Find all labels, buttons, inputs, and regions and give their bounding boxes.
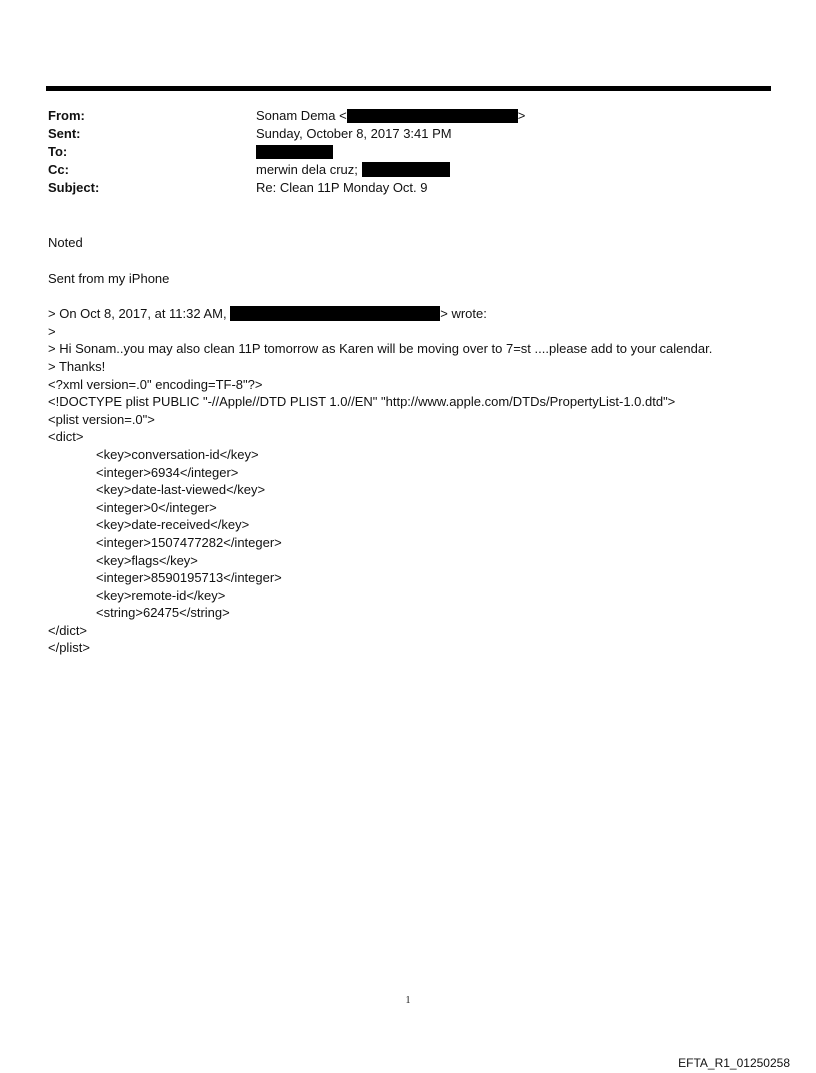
quote-message: > Hi Sonam..you may also clean 11P tomorrow as Karen will be moving over to 7=st ....please add to your calendar.: [48, 341, 713, 357]
from-value: [256, 107, 525, 125]
xml-dict-line: <key>conversation-id</key>: [96, 446, 259, 462]
bates-number: EFTA_R1_01250258: [678, 1056, 790, 1070]
cc-name: merwin dela cruz;: [256, 162, 358, 177]
xml-dict-line: <key>remote-id</key>: [96, 587, 226, 603]
xml-close-line: </plist>: [48, 640, 90, 656]
to-value: [256, 143, 333, 161]
sent-label: Sent:: [48, 126, 81, 141]
from-close: >: [517, 108, 526, 123]
cc-label: Cc:: [48, 162, 69, 177]
redaction-box: [362, 162, 450, 177]
redaction-box: [347, 109, 518, 123]
page-number: 1: [405, 995, 411, 1006]
body-signature: Sent from my iPhone: [48, 270, 170, 286]
xml-dict-line: <integer>0</integer>: [96, 499, 217, 515]
cc-value: [256, 161, 450, 179]
quote-prefix: > On Oct 8, 2017, at 11:32 AM,: [48, 306, 227, 322]
cc-row: [48, 161, 525, 179]
xml-line: <dict>: [48, 429, 84, 445]
quote-blank-line: >: [48, 323, 56, 339]
header-rule: [46, 86, 771, 91]
xml-close-line: </dict>: [48, 622, 88, 638]
quote-header: [48, 305, 712, 323]
body-noted: Noted: [48, 235, 83, 250]
xml-line: <plist version=.0">: [48, 411, 155, 427]
xml-dict-line: <string>62475</string>: [96, 605, 230, 621]
from-label: From:: [48, 108, 85, 123]
xml-dict-line: <key>date-received</key>: [96, 517, 250, 533]
xml-dict-line: <integer>8590195713</integer>: [96, 570, 282, 586]
sent-value: Sunday, October 8, 2017 3:41 PM: [256, 126, 452, 141]
subject-row: [48, 179, 525, 197]
email-header: [48, 107, 525, 197]
sent-row: [48, 125, 525, 143]
redaction-box: [256, 145, 333, 159]
redaction-box: [230, 306, 440, 321]
xml-line: <!DOCTYPE plist PUBLIC "-//Apple//DTD PLIST 1.0//EN" "http://www.apple.com/DTDs/PropertyList-1.0.dtd">: [48, 394, 676, 410]
email-body: [48, 234, 712, 657]
subject-label: Subject:: [48, 180, 100, 195]
xml-line: <?xml version=.0" encoding=TF-8"?>: [48, 376, 263, 392]
from-name: Sonam Dema <: [256, 108, 347, 123]
from-row: [48, 107, 525, 125]
xml-dict-line: <key>date-last-viewed</key>: [96, 482, 266, 498]
xml-dict-line: <integer>6934</integer>: [96, 464, 239, 480]
quote-suffix: > wrote:: [440, 306, 487, 322]
to-row: [48, 143, 525, 161]
to-label: To:: [48, 144, 68, 159]
xml-dict-line: <key>flags</key>: [96, 552, 198, 568]
quote-thanks: > Thanks!: [48, 358, 106, 374]
subject-value: Re: Clean 11P Monday Oct. 9: [256, 180, 428, 195]
xml-dict-line: <integer>1507477282</integer>: [96, 534, 282, 550]
